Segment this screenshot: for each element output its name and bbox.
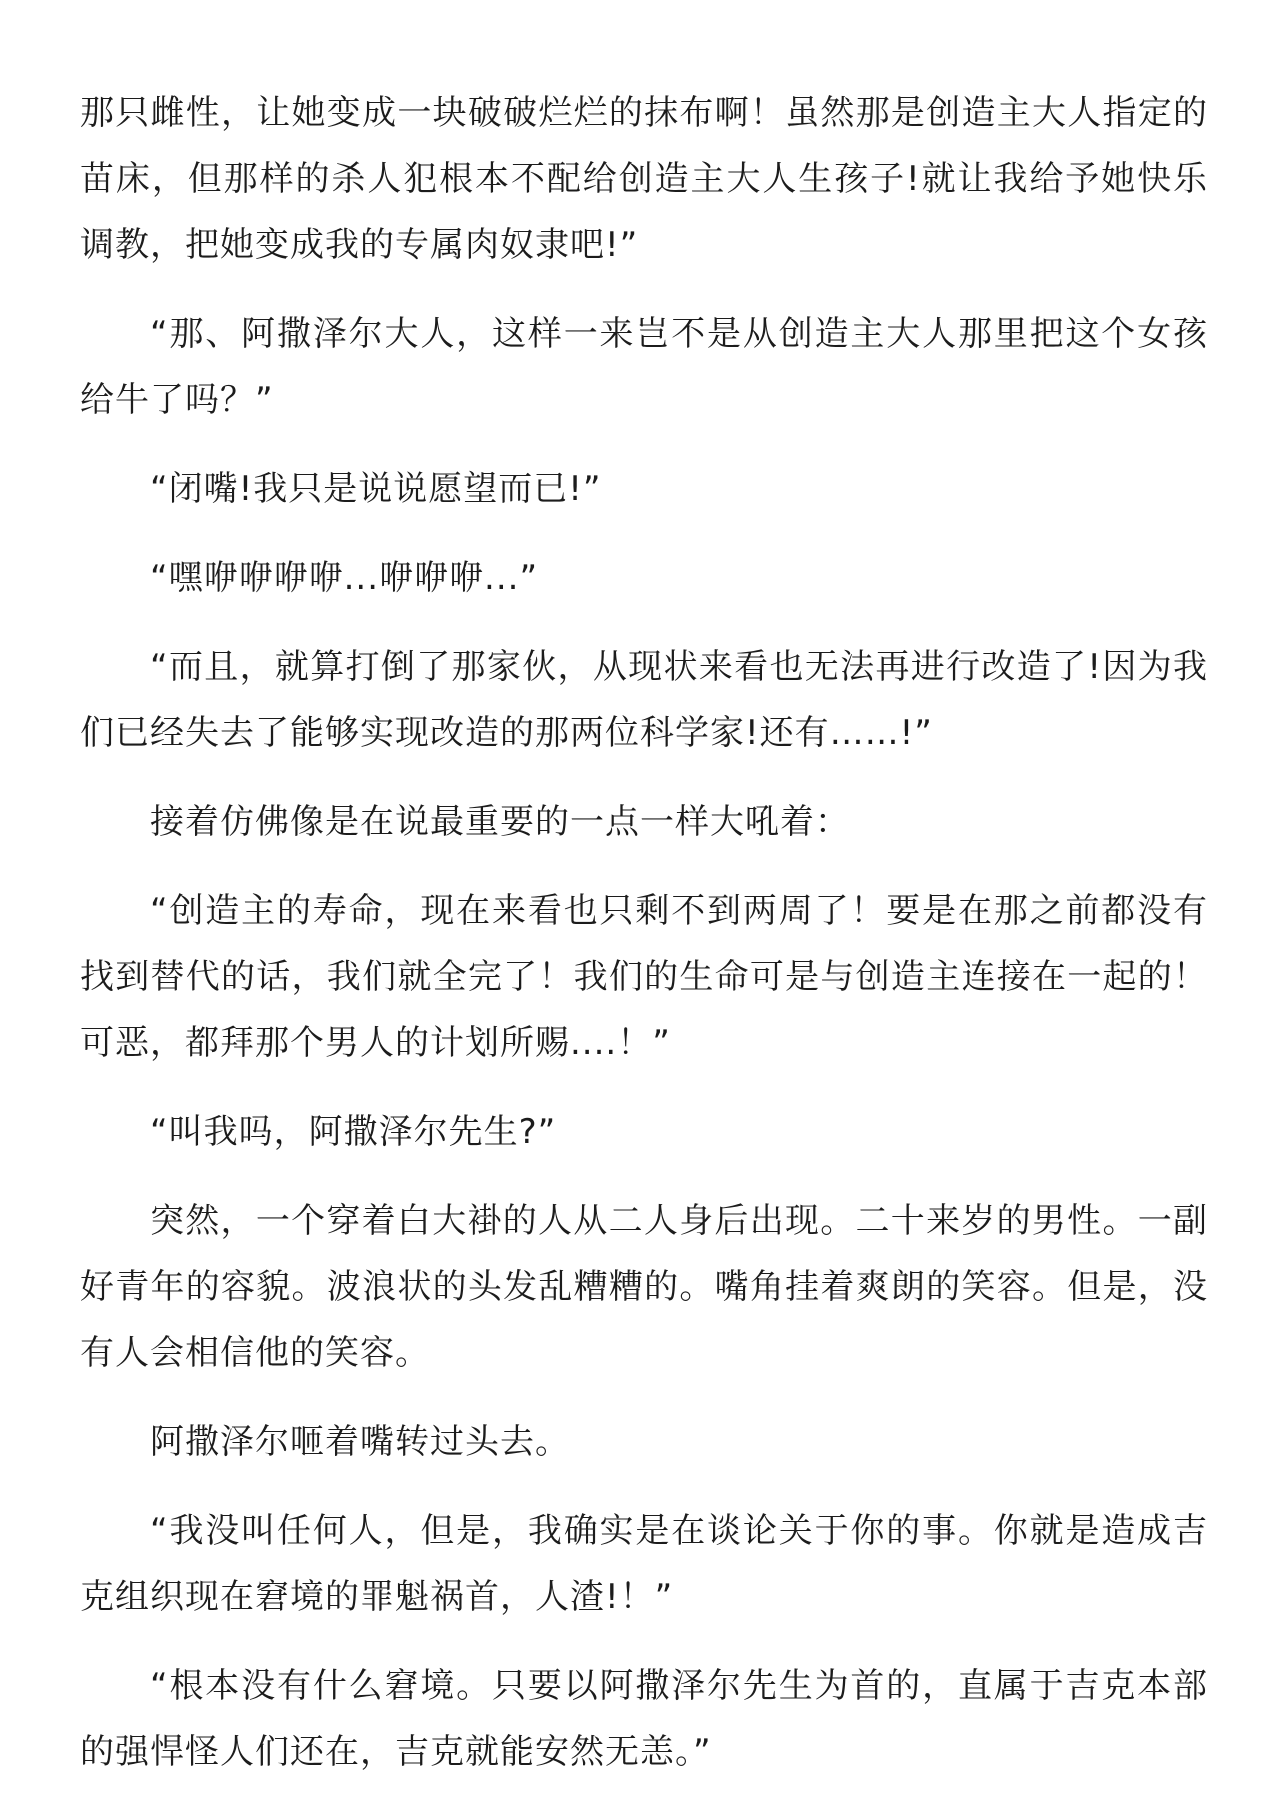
- paragraph-9: 突然，一个穿着白大褂的人从二人身后出现。二十来岁的男性。一副好青年的容貌。波浪状的头发乱糟糟的。嘴角挂着爽朗的笑容。但是，没有人会相信他的笑容。: [80, 1201, 1208, 1373]
- paragraph-4: “嘿咿咿咿咿...咿咿咿...”: [150, 558, 539, 598]
- paragraph-2: “那、阿撒泽尔大人，这样一来岂不是从创造主大人那里把这个女孩给牛了吗？”: [80, 314, 1208, 420]
- paragraph-8: “叫我吗，阿撒泽尔先生?”: [150, 1112, 557, 1152]
- paragraph-11: “我没叫任何人，但是，我确实是在谈论关于你的事。你就是造成吉克组织现在窘境的罪魁祸首，人渣!！”: [80, 1511, 1208, 1617]
- paragraph-10: 阿撒泽尔咂着嘴转过头去。: [150, 1422, 570, 1462]
- paragraph-12: “根本没有什么窘境。只要以阿撒泽尔先生为首的，直属于吉克本部的强悍怪人们还在，吉克就能安然无恙。”: [80, 1666, 1208, 1772]
- paragraph-5: “而且，就算打倒了那家伙，从现状来看也无法再进行改造了!因为我们已经失去了能够实现改造的那两位科学家!还有……!”: [80, 647, 1208, 753]
- paragraph-3: “闭嘴!我只是说说愿望而已!”: [150, 469, 602, 509]
- paragraph-1: 那只雌性，让她变成一块破破烂烂的抹布啊！虽然那是创造主大人指定的苗床，但那样的杀人犯根本不配给创造主大人生孩子!就让我给予她快乐调教，把她变成我的专属肉奴隶吧!”: [80, 93, 1208, 265]
- paragraph-7: “创造主的寿命，现在来看也只剩不到两周了！要是在那之前都没有找到替代的话，我们就全完了！我们的生命可是与创造主连接在一起的！可恶，都拜那个男人的计划所赐....！”: [80, 891, 1208, 1063]
- paragraph-6: 接着仿佛像是在说最重要的一点一样大吼着：: [150, 802, 850, 842]
